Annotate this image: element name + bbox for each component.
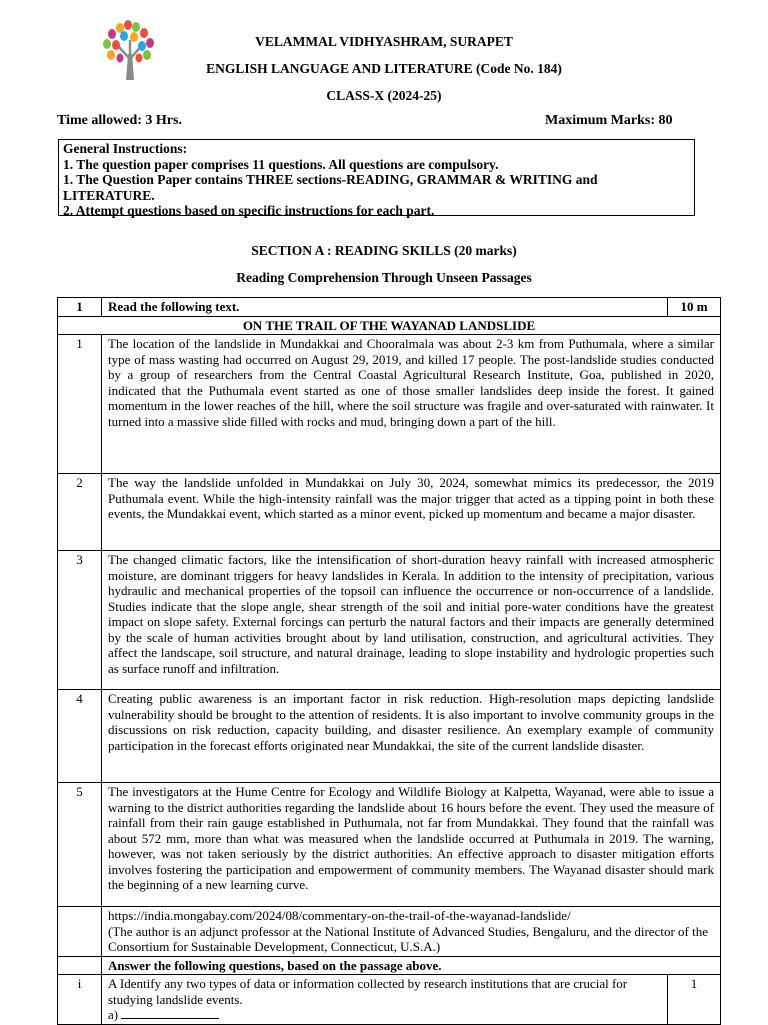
instruction-line: 2. Attempt questions based on specific instructions for each part. bbox=[63, 203, 435, 218]
paragraph-number: 2 bbox=[58, 474, 102, 551]
answer-line[interactable] bbox=[108, 1007, 661, 1023]
paragraph-row bbox=[58, 551, 721, 690]
instruction-line: 1. The Question Paper contains THREE sections-READING, GRAMMAR & WRITING and LITERATURE. bbox=[63, 172, 598, 203]
question-prompt: Read the following text. bbox=[102, 298, 668, 317]
paragraph-text: The investigators at the Hume Centre for Ecology and Wildlife Biology at Kalpetta, Wayanad, were able to issue a warning to the district authorities regarding the landslide about 16 hours before the event. They used the measure of rainfall from their rain gauge established in Puthumala, not far from Mundakkai. They found that the rainfall was about 572 mm, more than what was measured when the landslide occurred at Puthumala in 2019. The warning, however, was not taken seriously by the district authorities. An effective approach to disaster mitigation efforts involves fostering the participation and empowerment of community members. The Wayanad disaster should mark the beginning of a new learning curve. bbox=[102, 783, 721, 907]
passage-title-row bbox=[58, 316, 721, 335]
answer-label: a) bbox=[108, 1007, 119, 1022]
source-cell bbox=[102, 907, 721, 957]
paragraph-text: The location of the landslide in Mundakkai and Chooralmala was about 2-3 km from Puthumala, where a similar type of mass wasting had occurred on August 29, 2019, and killed 17 people. The post-landslide studies conducted by a group of researchers from the Central Coastal Agricultural Research Institute, Goa, published in 2020, indicated that the Puthumala event started as one of those smaller landslides deep inside the forest. It gained momentum in the lower reaches of the hill, where the soil structure was fragile and over-saturated with rainwater. It turned into a massive slide filled with rocks and mud, bringing down a part of the hill. bbox=[102, 335, 721, 474]
answer-instruction-row bbox=[58, 956, 721, 975]
answer-blank[interactable] bbox=[121, 1007, 219, 1019]
general-instructions-box bbox=[58, 139, 695, 216]
paragraph-text: Creating public awareness is an important factor in risk reduction. High-resolution maps depicting landslide vulnerability should be brought to the attention of residents. It is also important to involve community groups in the discussions on risk reduction, capacity building, and disaster resilience. An exemplary example of community participation in the forecast efforts originated near Mundakkai, the site of the current landslide disaster. bbox=[102, 690, 721, 783]
school-name: VELAMMAL VIDHYASHRAM, SURAPET bbox=[255, 34, 513, 49]
subquestion-row bbox=[58, 975, 721, 1025]
paragraph-row bbox=[58, 474, 721, 551]
paragraph-row bbox=[58, 783, 721, 907]
maximum-marks: Maximum Marks: 80 bbox=[545, 113, 673, 128]
paragraph-row bbox=[58, 335, 721, 474]
class-title: CLASS-X (2024-25) bbox=[326, 88, 442, 103]
question-header-row bbox=[58, 298, 721, 317]
time-allowed: Time allowed: 3 Hrs. bbox=[57, 113, 182, 128]
subquestion-marks: 1 bbox=[668, 975, 721, 1025]
source-note: (The author is an adjunct professor at the National Institute of Advanced Studies, Bengaluru, and the director of the Consortium for Sustainable Development, Connecticut, U.S.A.) bbox=[108, 923, 708, 954]
subquestion-cell bbox=[102, 975, 668, 1025]
instructions-title: General Instructions: bbox=[63, 141, 188, 156]
paragraph-text: The way the landslide unfolded in Mundakkai on July 30, 2024, somewhat mimics its predecessor, the 2019 Puthumala event. While the high-intensity rainfall was the major trigger that acted as a tipping point in both these events, the Mundakkai event, which started as a minor event, picked up momentum and became a major disaster. bbox=[102, 474, 721, 551]
subquestion-text: A Identify any two types of data or information collected by research institutions that are crucial for studying landslide events. bbox=[108, 976, 628, 1007]
instruction-line: 1. The question paper comprises 11 questions. All questions are compulsory. bbox=[63, 156, 499, 172]
subject-title: ENGLISH LANGUAGE AND LITERATURE (Code No. 184) bbox=[206, 61, 562, 76]
paragraph-row bbox=[58, 690, 721, 783]
paragraph-number: 3 bbox=[58, 551, 102, 690]
paragraph-number: 4 bbox=[58, 690, 102, 783]
section-title: SECTION A : READING SKILLS (20 marks) bbox=[251, 243, 517, 258]
subquestion-number: i bbox=[58, 975, 102, 1025]
question-marks: 10 m bbox=[668, 298, 721, 317]
paragraph-text: The changed climatic factors, like the intensification of short-duration heavy rainfall with increased atmospheric moisture, are dominant triggers for heavy landslides in Kerala. In addition to the intensity of precipitation, various hydraulic and mechanical properties of the topsoil can influence the occurrence or non-occurrence of a landslide. Studies indicate that the slope angle, shear strength of the soil and initial pore-water conditions have the greatest impact on slope safety. External forcings can perturb the natural factors and their impacts are generally determined by the scale of human activities brought about by land utilisation, construction, and agricultural activities. They affect the landscape, soil structure, and natural drainage, leading to slope instability and hydrologic properties such as surface runoff and infiltration. bbox=[102, 551, 721, 690]
passage-title: ON THE TRAIL OF THE WAYANAD LANDSLIDE bbox=[58, 316, 721, 335]
answer-instruction: Answer the following questions, based on the passage above. bbox=[102, 956, 721, 975]
paragraph-number: 5 bbox=[58, 783, 102, 907]
paragraph-number: 1 bbox=[58, 335, 102, 474]
source-url: https://india.mongabay.com/2024/08/commentary-on-the-trail-of-the-wayanad-landslide/ bbox=[108, 908, 571, 923]
question-number: 1 bbox=[58, 298, 102, 317]
source-row bbox=[58, 907, 721, 957]
section-subtitle: Reading Comprehension Through Unseen Passages bbox=[236, 270, 532, 285]
question-table bbox=[57, 297, 721, 1025]
